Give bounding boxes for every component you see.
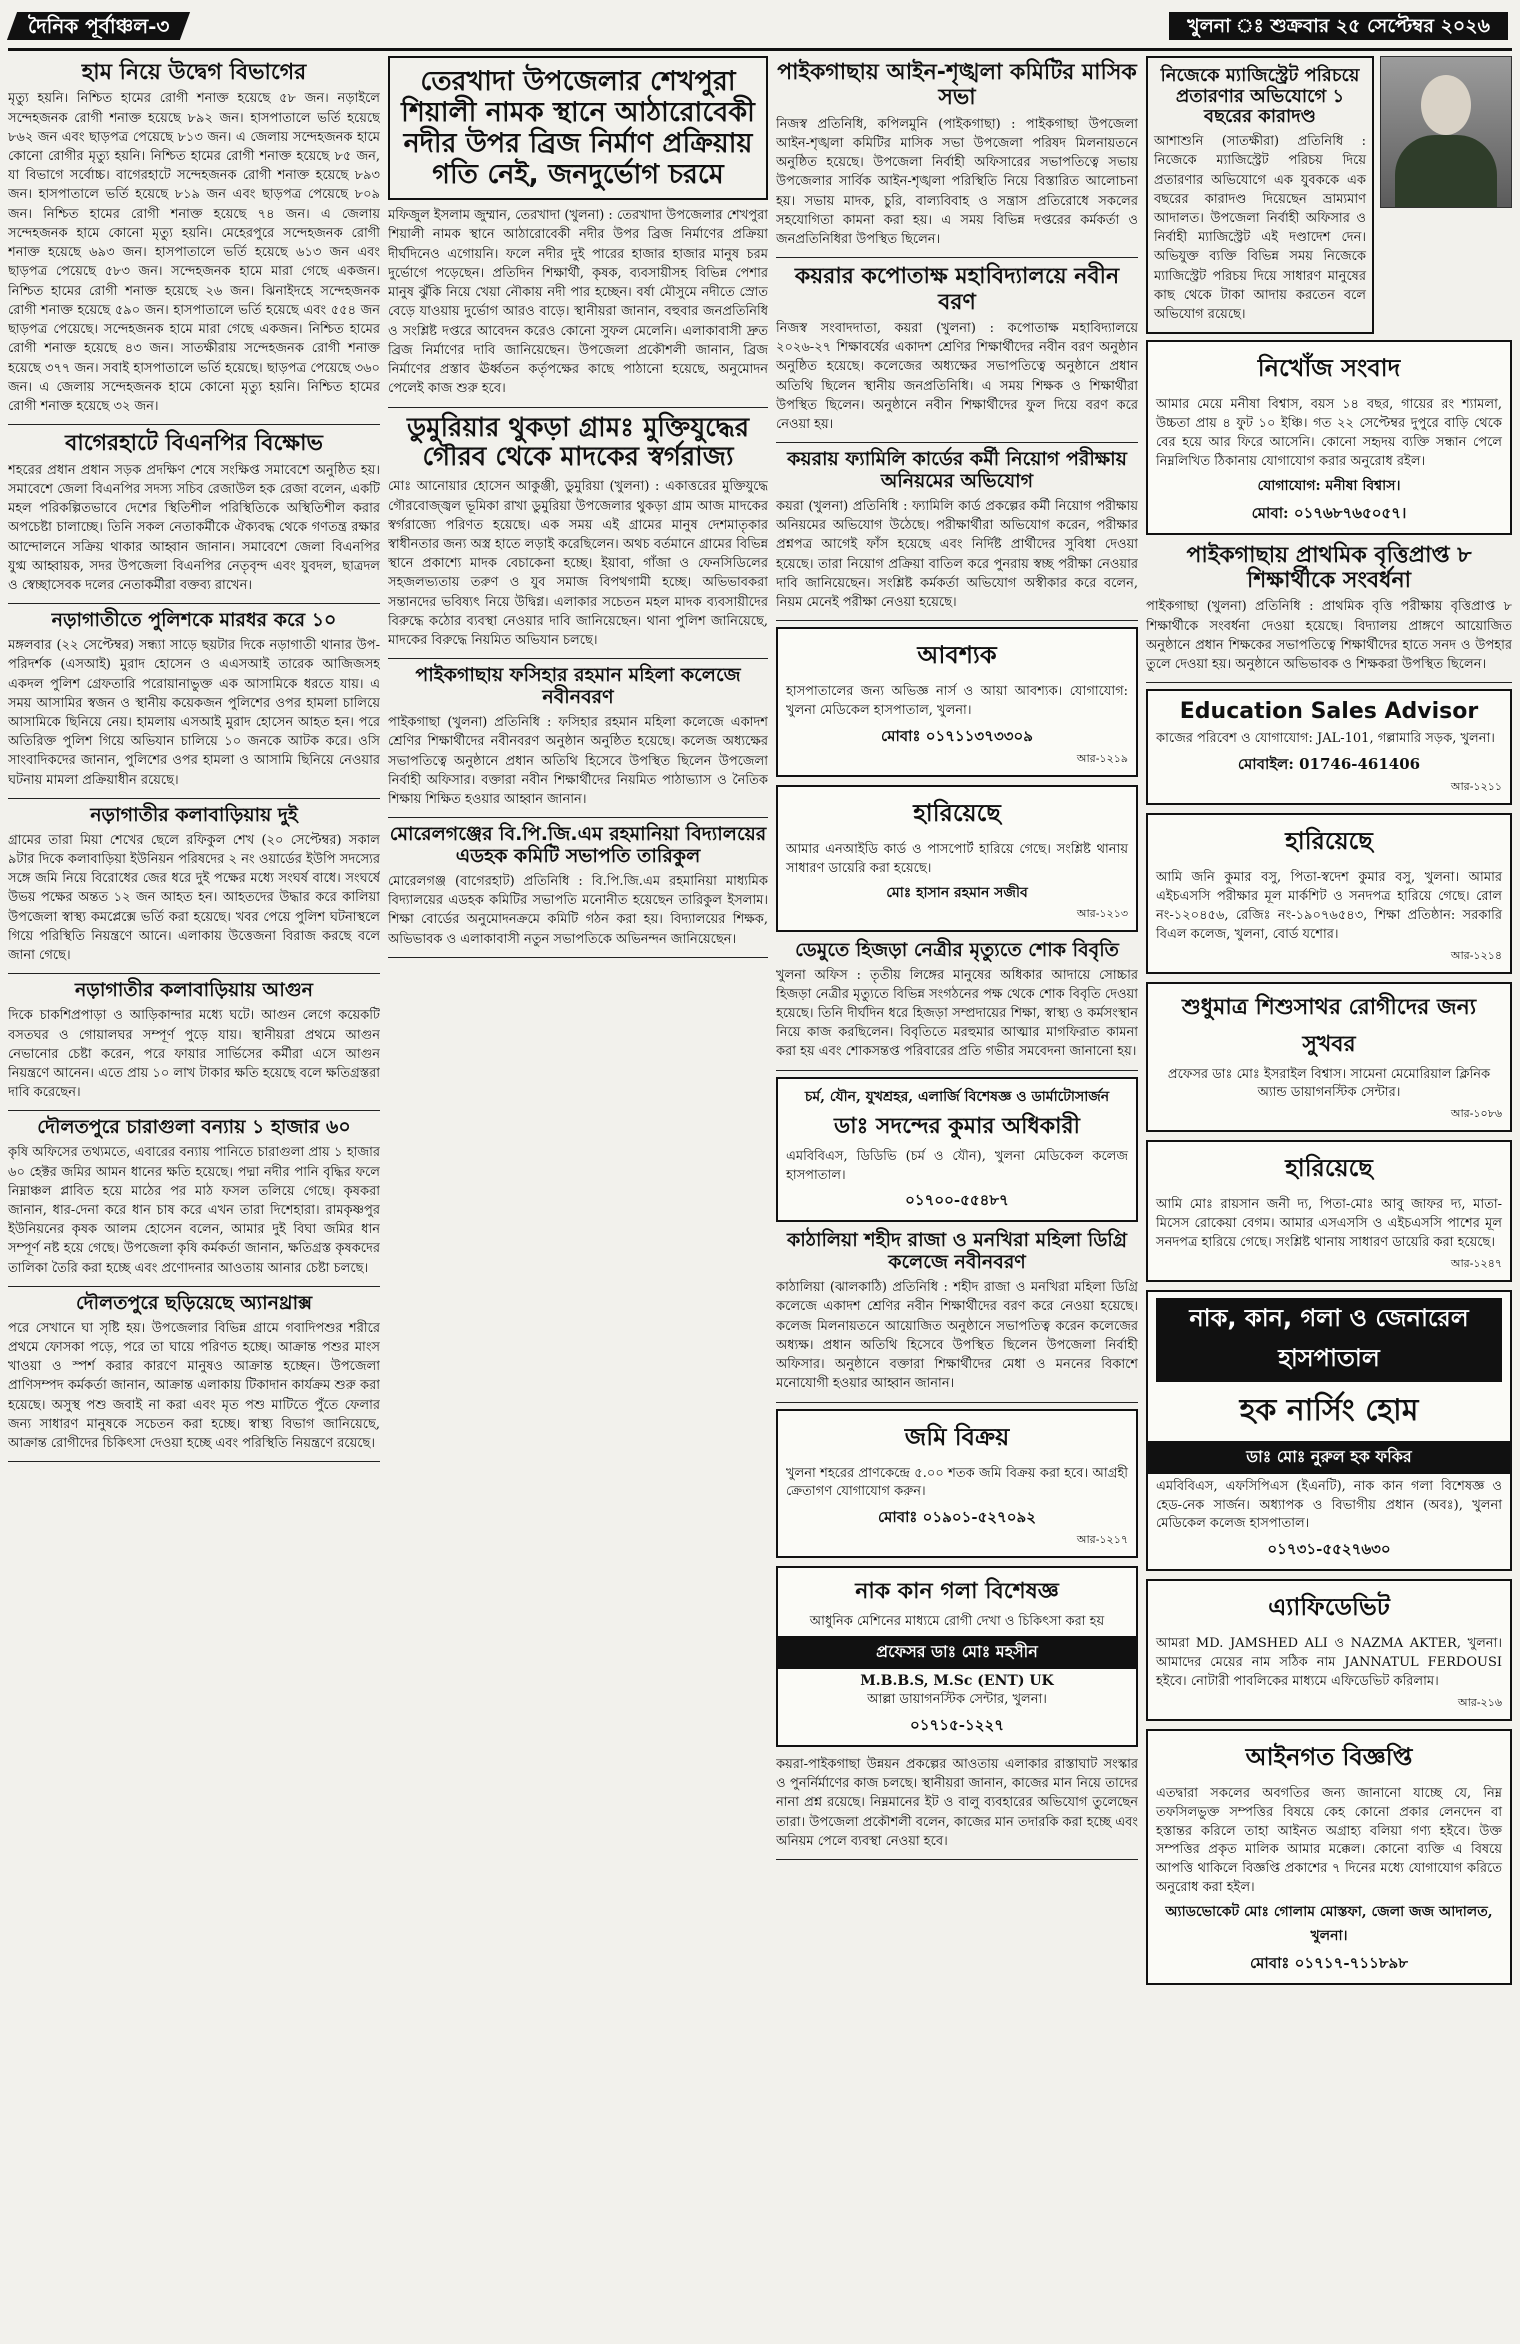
- entdr-degree: M.B.B.S, M.Sc (ENT) UK: [860, 1673, 1054, 1690]
- land-phone: মোবাঃ ০১৯০১-৫২৭০৯২: [877, 1508, 1037, 1527]
- impostor-story: [1146, 56, 1374, 334]
- ent-phone: ০১৭৩১-৫৫২৭৬৩০: [1267, 1540, 1391, 1559]
- skin-phone: ০১৭০০-৫৫৪৮৭: [905, 1191, 1009, 1210]
- column-3: [776, 56, 1138, 2336]
- lost-ad-1: [1146, 813, 1512, 973]
- column-2: [388, 56, 768, 2336]
- skin-title: চর্ম, যৌন, যুখশ্রহর, এলার্জি বিশেষজ্ঞ ও ডার্মাটোসার্জন: [804, 1088, 1110, 1105]
- drug-story: [388, 414, 768, 660]
- lost2-body: আমি মোঃ রায়সান জনী দ্য, পিতা-মোঃ আবু জাফর দ্য, মাতা-মিসেস রোকেয়া বেগম। আমার এসএসসি ও এইচএসসি পাশের মূল সনদপত্র হারিয়ে গেছে। সংশ্লিষ্ট থানায় সাধারণ ডায়েরি করা হয়েছে।: [1156, 1197, 1502, 1250]
- stipend-story: [1146, 543, 1512, 684]
- skin-body: এমবিবিএস, ডিডিভি (চর্ম ও যৌন), খুলনা মেডিকেল কলেজ হাসপাতাল।: [786, 1148, 1128, 1183]
- ent-body: এমবিবিএস, এফসিপিএস (ইএনটি), নাক কান গলা বিশেষজ্ঞ ও হেড-নেক সার্জন। অধ্যাপক ও বিভাগীয় প্রধান (অবঃ), খুলনা মেডিকেল কলেজ হাসপাতাল।: [1156, 1478, 1502, 1532]
- education-ad: [1146, 689, 1512, 805]
- fire-body: দিকে চাকশিপ্রপাড়া ও আড়িকান্দার মধ্যে ঘটে। আগুন লেগে কয়েকটি বসতঘর ও গোয়ালঘর সম্পূর্ণ পুড়ে যায়। স্থানীয়রা প্রথমে আগুন নেভানোর চেষ্টা করেন, পরে ফায়ার সার্ভিসের কর্মীরা এসে আগুন নিয়ন্ত্রণে আনেন। এতে প্রায় ১০ লাখ টাকার ক্ষতি হয়েছে বলে ক্ষতিগ্রস্তরা দাবি করেছেন।: [8, 1008, 380, 1101]
- road-story: [776, 1755, 1138, 1860]
- lost2-code: আর-১২৪৭: [1450, 1256, 1502, 1270]
- needed-title: আবশ্যক: [917, 641, 997, 670]
- bridge-headline: তেরখাদা উপজেলার শেখপুরা শিয়ালী নামক স্থানে আঠারোবেকী নদীর উপর ব্রিজ নির্মাণ প্রক্রিয়ায় গতি নেই, জনদুর্ভোগ চরমে: [401, 66, 755, 191]
- edu-code: আর-১২১১: [1450, 780, 1502, 794]
- affidavit-body: আমরা MD. JAMSHED ALI ও NAZMA AKTER, খুলনা। আমাদের মেয়ের নাম সঠিক নাম JANNATUL FERDOUSI হইবে। নোটারী পাবলিকের মাধ্যমে এফিডেভিট করিলাম।: [1156, 1636, 1502, 1689]
- lost2-title: হারিয়েছে: [1285, 1154, 1373, 1183]
- law-order-headline: পাইকগাছায় আইন-শৃঙ্খলা কমিটির মাসিক সভা: [777, 60, 1137, 111]
- entdr-sub: আধুনিক মেশিনের মাধ্যমে রোগী দেখা ও চিকিৎসা করা হয়: [809, 1614, 1105, 1630]
- fire-story: [8, 980, 380, 1111]
- skin-ad: [776, 1077, 1138, 1223]
- measles-headline: হাম নিয়ে উদ্বেগ বিভাগের: [81, 60, 307, 85]
- police-body: মঙ্গলবার (২২ সেপ্টেম্বর) সন্ধ্যা সাড়ে ছয়টার দিকে নড়াগাতী থানার উপ-পরিদর্শক (এসআই) মুরাদ হোসেন ও এএসআই তারেক আজিজসহ একদল পুলিশ গ্রেফতারি পরোয়ানাভুক্ত এক আসামিকে ধরতে যায়। এ সময় আসামির স্বজন ও স্থানীয় কয়েকজন পুলিশের ওপর হামলা চালিয়ে আসামিকে ছিনিয়ে নেয়। হামলায় এসআই মুরাদ হোসেন আহত হন। পরে অতিরিক্ত পুলিশ গিয়ে অভিযান চালিয়ে ১০ জনকে আটক করে। ওসি সাংবাদিকদের জানান, পুলিশের ওপর হামলা ও আসামি ছিনিয়ে নেওয়ার ঘটনায় মামলা প্রক্রিয়াধীন রয়েছে।: [8, 638, 380, 788]
- drug-headline: ডুমুরিয়ার থুকড়া গ্রামঃ মুক্তিযুদ্ধের গৌরব থেকে মাদকের স্বর্গরাজ্য: [407, 412, 749, 473]
- stipend-body: পাইকগাছা (খুলনা) প্রতিনিধি : প্রাথমিক বৃত্তি পরীক্ষায় বৃত্তিপ্রাপ্ত ৮ শিক্ষার্থীকে সংবর্ধনা দেওয়া হয়েছে। বিদ্যালয় প্রাঙ্গণে আয়োজিত অনুষ্ঠানে প্রধান শিক্ষকের সভাপতিত্বে শিক্ষার্থীদের হাতে সনদ ও উপহার তুলে দেওয়া হয়। অনুষ্ঠানে অভিভাবক ও শিক্ষকরা উপস্থিত ছিলেন।: [1146, 599, 1512, 673]
- lost1-code: আর-১২১৪: [1450, 948, 1502, 962]
- flood-story: [8, 1117, 380, 1286]
- column-4: [1146, 56, 1512, 2336]
- lost-ad-col3: [776, 785, 1138, 932]
- hijra-story: [776, 940, 1138, 1071]
- page-label: দৈনিক পূর্বাঞ্চল-৩: [7, 12, 191, 40]
- missing-girl-photo: [1380, 56, 1512, 208]
- needed-code: আর-১২১৯: [1076, 752, 1128, 766]
- entdr-body: আল্লা ডায়াগনস্টিক সেন্টার, খুলনা।: [867, 1692, 1047, 1708]
- good-code: আর-১০৮৬: [1450, 1107, 1502, 1121]
- legal-lawyer: অ্যাডভোকেট মোঃ গোলাম মোস্তফা, জেলা জজ আদালত, খুলনা।: [1165, 1903, 1493, 1944]
- bnp-story: [8, 431, 380, 604]
- legal-body: এতদ্বারা সকলের অবগতির জন্য জানানো যাচ্ছে যে, নিম্ন তফসিলভুক্ত সম্পত্তির বিষয়ে কেহ কোনো প্রকার লেনদেন বা হস্তান্তর করিলে তাহা আইনত অগ্রাহ্য বলিয়া গণ্য হইবে। উক্ত সম্পত্তির প্রকৃত মালিক আমার মক্কেল। কোনো ব্যক্তি এ বিষয়ে আপত্তি থাকিলে বিজ্ঞপ্তি প্রকাশের ৭ দিনের মধ্যে যোগাযোগ করিতে অনুরোধ করা হইল।: [1156, 1785, 1502, 1896]
- law-order-story: [776, 60, 1138, 258]
- skin-doctor: ডাঃ সদন্দের কুমার অধিকারী: [834, 1113, 1080, 1139]
- lost-col3-name: মোঃ হাসান রহমান সজীব: [886, 884, 1028, 901]
- college-story: [388, 665, 768, 818]
- needed-body: হাসপাতালের জন্য অভিজ্ঞ নার্স ও আয়া আবশ্যক। যোগাযোগ: খুলনা মেডিকেল হাসপাতাল, খুলনা।: [786, 684, 1128, 719]
- bnp-body: শহরের প্রধান প্রধান সড়ক প্রদক্ষিণ শেষে সংক্ষিপ্ত সমাবেশে অনুষ্ঠিত হয়। সমাবেশে জেলা বিএনপির সদস্য সচিব রেজাউল হক রেজা বলেন, একটি মহল পরিকল্পিতভাবে দেশের স্থিতিশীল পরিস্থিতিকে অস্থিতিশীল করার অপচেষ্টা চালাচ্ছে। তিনি সকল নেতাকর্মীকে ঐক্যবদ্ধ থেকে গণতন্ত্র রক্ষার আন্দোলনে সক্রিয় থাকার আহ্বান জানান। সমাবেশে জেলা বিএনপির যুগ্ম আহ্বায়ক, সদর উপজেলা বিএনপির নেতৃবৃন্দ এবং যুবদল, ছাত্রদল ও স্বেচ্ছাসেবক দলের নেতাকর্মীরা বক্তব্য রাখেন।: [8, 462, 380, 593]
- ent-doctor: ডাঃ মোঃ নুরুল হক ফকির: [1148, 1441, 1510, 1474]
- flood-body: কৃষি অফিসের তথ্যমতে, এবারের বন্যায় পানিতে চারাগুলা প্রায় ১ হাজার ৬০ হেক্টর জমির আমন ধানের ক্ষতি হয়েছে। পদ্মা নদীর পানি বৃদ্ধির ফলে নিম্নাঞ্চল প্লাবিত হয়ে মাঠের পর মাঠ ফসল তলিয়ে গেছে। কৃষকরা জানান, ধার-দেনা করে ধান চাষ করে এখন তারা দিশেহারা। রামকৃষ্ণপুর ইউনিয়নের কৃষক আলম হোসেন বলেন, আমার দুই বিঘা জমির ধান সম্পূর্ণ নষ্ট হয়ে গেছে। উপজেলা কৃষি কর্মকর্তা জানান, ক্ষতিগ্রস্ত কৃষকদের তালিকা তৈরি করা হচ্ছে এবং প্রণোদনার আওতায় আনার চেষ্টা চলছে।: [8, 1145, 380, 1276]
- kathalia-headline: কাঠালিয়া শহীদ রাজা ও মনখিরা মহিলা ডিগ্রি কলেজে নবীনবরণ: [786, 1229, 1128, 1274]
- legal-phone: মোবাঃ ০১৭১৭-৭১১৮৯৮: [1249, 1953, 1409, 1972]
- lost1-title: হারিয়েছে: [1285, 827, 1373, 856]
- lost1-body: আমি জনি কুমার বসু, পিতা-স্বদেশ কুমার বসু, খুলনা। আমার এইচএসসি পরীক্ষার মূল মার্কশিট ও সনদপত্র হারিয়ে গেছে। রোল নং-১২০৪৫৬, রেজিঃ নং-১৯০৭৬৫৪৩, শিক্ষা প্রতিষ্ঠান: সরকারি বিএল কলেজ, খুলনা, বোর্ড যশোর।: [1156, 870, 1502, 942]
- fire-headline: নড়াগাতীর কলাবাড়িয়ায় আগুন: [74, 979, 314, 1002]
- lost-col3-title: হারিয়েছে: [913, 799, 1001, 828]
- clash-body: গ্রামের তারা মিয়া শেখের ছেলে রফিকুল শেখ (২০ সেপ্টেম্বর) সকাল ৯টার দিকে কলাবাড়িয়া ইউনিয়ন পরিষদের ২ নং ওয়ার্ডের ইউপি সদস্যের সঙ্গে জমি নিয়ে বিরোধের জের ধরে দুই পক্ষের মধ্যে সংঘর্ষ বাধে। সংঘর্ষে উভয় পক্ষের অন্তত ১২ জন আহত হন। আহতদের উদ্ধার করে কালিয়া উপজেলা স্বাস্থ্য কমপ্লেক্সে ভর্তি করা হয়েছে। খবর পেয়ে পুলিশ ঘটনাস্থলে গিয়ে পরিস্থিতি নিয়ন্ত্রণে আনে। এলাকায় উত্তেজনা বিরাজ করছে বলে জানা গেছে।: [8, 832, 380, 964]
- ent-title: নাক, কান, গলা ও জেনারেল হাসপাতাল: [1156, 1298, 1502, 1382]
- flood-headline: দৌলতপুরে চারাগুলা বন্যায় ১ হাজার ৬০: [37, 1116, 351, 1139]
- family-card-story: [776, 449, 1138, 621]
- missing-body: আমার মেয়ে মনীষা বিশ্বাস, বয়স ১৪ বছর, গায়ের রং শ্যামলা, উচ্চতা প্রায় ৪ ফুট ১০ ইঞ্চি। গত ২২ সেপ্টেম্বর দুপুরে বাড়ি থেকে বের হয়ে আর ফিরে আসেনি। কোনো সহৃদয় ব্যক্তি সন্ধান পেলে নিম্নলিখিত ঠিকানায় যোগাযোগ করার অনুরোধ রইল।: [1156, 397, 1502, 469]
- bridge-banner: [388, 56, 768, 200]
- lost-ad-2: [1146, 1140, 1512, 1282]
- land-ad: [776, 1409, 1138, 1559]
- measles-body: মৃত্যু হয়নি। নিশ্চিত হামের রোগী শনাক্ত হয়েছে ৫৮ জন। নড়াইলে সন্দেহজনক রোগী শনাক্ত হয়েছে ৮৯২ জন। হাসপাতালে ভর্তি হয়েছে ৮৬২ জন এবং ছাড়পত্র পেয়েছে ৮১৩ জন। এ জেলায় সন্দেহজনক হামে কোনো রোগীর মৃত্যু হয়নি। নিশ্চিত হামের রোগী শনাক্ত হয়েছে ৮৫ জন, যা বিভাগে সর্বোচ্চ। বাগেরহাটে সন্দেহজনক রোগী শনাক্ত হয়েছে ৮৯৩ জন। হাসপাতালে ভর্তি হয়েছে ৮১৯ জন এবং ছাড়পত্র পেয়েছে ৮০৯ জন। নিশ্চিত হামের রোগী শনাক্ত হয়েছে ৭৪ জন। এ জেলায় সন্দেহজনক হামে কোনো মৃত্যু হয়নি। মেহেরপুরে সন্দেহজনক রোগী শনাক্ত হয়েছে ৬৯৩ জন। হাসপাতালে ভর্তি হয়েছে ৬১৩ জন এবং ছাড়পত্র পেয়েছে ৫৮৩ জন। সন্দেহজনক হামে মারা গেছে একজন। নিশ্চিত হামের রোগী শনাক্ত হয়েছে ২৬ জন। ঝিনাইদহে সন্দেহজনক রোগী শনাক্ত হয়েছে ৫৯০ জন। হাসপাতালে ভর্তি হয়েছে এবং ৫৫৪ জন ছাড়পত্র পেয়েছে। সন্দেহজনক হামে মারা গেছে একজন। নিশ্চিত হামের রোগী শনাক্ত হয়েছে ৪৩ জন। সাতক্ষীরায় সন্দেহজনক রোগী শনাক্ত হয়েছে ৩৭৭ জন। সবাই হাসপাতালে ভর্তি হয়েছে। ছাড়পত্র পেয়েছে ৩৬০ জন। এ জেলায় সন্দেহজনক হামে কোনো মৃত্যু হয়নি। নিশ্চিত হামের রোগী শনাক্ত হয়েছে ৩২ জন।: [8, 91, 380, 415]
- hijra-body: খুলনা অফিস : তৃতীয় লিঙ্গের মানুষের অধিকার আদায়ে সোচ্চার হিজড়া নেত্রীর মৃত্যুতে বিভিন্ন সংগঠনের পক্ষ থেকে শোক বিবৃতি দেওয়া হয়েছে। তিনি দীর্ঘদিন ধরে হিজড়া সম্প্রদায়ের শিক্ষা, স্বাস্থ্য ও কর্মসংস্থান নিয়ে কাজ করছিলেন। বিবৃতিতে মরহুমার আত্মার মাগফিরাত কামনা করা হয় এবং শোকসন্তপ্ত পরিবারের প্রতি গভীর সমবেদনা জানানো হয়।: [776, 967, 1138, 1060]
- good-body: প্রফেসর ডাঃ মোঃ ইসরাইল বিশ্বাস। সামেনা মেমোরিয়াল ক্লিনিক অ্যান্ড ডায়াগনস্টিক সেন্টার।: [1167, 1066, 1491, 1101]
- bridge-story: [388, 206, 768, 407]
- affidavit-ad: [1146, 1579, 1512, 1721]
- family-card-headline: কয়রায় ফ্যামিলি কার্ডের কর্মী নিয়োগ পরীক্ষায় অনিয়মের অভিযোগ: [787, 448, 1127, 493]
- lost-col3-body: আমার এনআইডি কার্ড ও পাসপোর্ট হারিয়ে গেছে। সংশ্লিষ্ট থানায় সাধারণ ডায়েরি করা হয়েছে।: [786, 842, 1128, 876]
- school-headline: মোরেলগঞ্জের বি.পি.জি.এম রহমানিয়া বিদ্যালয়ের এডহক কমিটি সভাপতি তারিকুল: [389, 823, 767, 868]
- drug-body: মোঃ আনোয়ার হোসেন আকুঞ্জী, ডুমুরিয়া (খুলনা) : একাত্তরের মুক্তিযুদ্ধে গৌরবোজ্জ্বল ভূমিকা রাখা ডুমুরিয়া উপজেলার থুকড়া গ্রাম আজ মাদকের স্বর্গরাজ্যে পরিণত হয়েছে। এক সময় এই গ্রামের মানুষ দেশমাতৃকার স্বাধীনতার জন্য অস্ত্র হাতে লড়াই করেছিলেন। অথচ বর্তমানে গ্রামের বিভিন্ন স্থানে প্রকাশ্যে মাদক বেচাকেনা হচ্ছে। ইয়াবা, গাঁজা ও ফেনসিডিলের সহজলভ্যতায় তরুণ ও যুব সমাজ বিপথগামী হচ্ছে। অভিভাবকরা সন্তানদের ভবিষ্যৎ নিয়ে উদ্বিগ্ন। এলাকার সচেতন মহল মাদক ব্যবসায়ীদের বিরুদ্ধে কঠোর ব্যবস্থা নেওয়ার দাবি জানিয়েছেন। থানা পুলিশ জানিয়েছে, মাদকের বিরুদ্ধে নিয়মিত অভিযান চলছে।: [388, 479, 768, 649]
- koyra-college-headline: কয়রার কপোতাক্ষ মহাবিদ্যালয়ে নবীন বরণ: [794, 264, 1120, 315]
- koyra-college-story: [776, 264, 1138, 443]
- ent-name: হক নার্সিং হোম: [1239, 1392, 1419, 1428]
- police-headline: নড়াগাতীতে পুলিশকে মারধর করে ১০: [51, 609, 337, 632]
- column-1: [8, 56, 380, 2336]
- needed-ad: [776, 627, 1138, 777]
- kathalia-story: [776, 1230, 1138, 1402]
- bridge-body: মফিজুল ইসলাম জুম্মান, তেরখাদা (খুলনা) : তেরখাদা উপজেলার শেখপুরা শিয়ালী নামক স্থানে আঠারোবেকী নদীর উপর ব্রিজ নির্মাণের প্রক্রিয়া দীর্ঘদিনেও এগোয়নি। ফলে নদীর দুই পারের হাজার হাজার মানুষ চরম দুর্ভোগে পড়েছেন। প্রতিদিন শিক্ষার্থী, কৃষক, ব্যবসায়ীসহ বিভিন্ন পেশার মানুষ ঝুঁকি নিয়ে খেয়া নৌকায় নদী পার হচ্ছেন। বর্ষা মৌসুমে নদীতে স্রোত বেড়ে যাওয়ায় দুর্ভোগ আরও বাড়ে। স্থানীয়রা জানান, বহুবার জনপ্রতিনিধি ও সংশ্লিষ্ট দপ্তরে আবেদন করেও কোনো সুফল মেলেনি। এলাকাবাসী দ্রুত ব্রিজ নির্মাণের দাবি জানিয়েছেন। উপজেলা প্রকৌশলী জানান, ব্রিজ নির্মাণের প্রস্তাব ঊর্ধ্বতন কর্তৃপক্ষের কাছে পাঠানো হয়েছে, অনুমোদন পেলেই কাজ শুরু হবে।: [388, 208, 768, 397]
- edu-phone: মোবাইল: 01746-461406: [1237, 755, 1421, 774]
- entdr-title: নাক কান গলা বিশেষজ্ঞ: [855, 1579, 1059, 1605]
- photo-body-shape: [1395, 135, 1497, 208]
- impostor-headline: নিজেকে ম্যাজিস্ট্রেট পরিচয়ে প্রতারণার অভিযোগে ১ বছরের কারাদণ্ড: [1160, 65, 1360, 128]
- land-code: আর-১২১৭: [1076, 1533, 1128, 1547]
- ent-doctor-ad: [776, 1566, 1138, 1747]
- clash-headline: নড়াগাতীর কলাবাড়িয়ায় দুই: [90, 803, 298, 826]
- impostor-and-photo: [1146, 56, 1512, 340]
- legal-notice-ad: [1146, 1729, 1512, 1985]
- kathalia-body: কাঠালিয়া (ঝালকাঠি) প্রতিনিধি : শহীদ রাজা ও মনখিরা মহিলা ডিগ্রি কলেজে একাদশ শ্রেণির নবীন শিক্ষার্থীদের বরণ করে নেওয়া হয়েছে। কলেজ মিলনায়তনে আয়োজিত অনুষ্ঠানে সভাপতিত্ব করেন কলেজের অধ্যক্ষ। প্রধান অতিথি হিসেবে উপস্থিত ছিলেন উপজেলা নির্বাহী অফিসার। অনুষ্ঠানে বক্তারা শিক্ষার্থীদের মেধা ও মননের বিকাশে মনোযোগী হওয়ার আহ্বান জানান।: [776, 1280, 1138, 1392]
- photo-head-shape: [1421, 75, 1471, 135]
- anthrax-headline: দৌলতপুরে ছড়িয়েছে অ্যানথ্রাক্স: [75, 1291, 313, 1314]
- lost-col3-code: আর-১২১৩: [1076, 906, 1128, 920]
- legal-title: আইনগত বিজ্ঞপ্তি: [1245, 1742, 1413, 1771]
- road-body: কয়রা-পাইকগাছা উন্নয়ন প্রকল্পের আওতায় এলাকার রাস্তাঘাট সংস্কার ও পুনর্নির্মাণের কাজ চলছে। স্থানীয়রা জানান, কাজের মান নিয়ে তাদের নানা প্রশ্ন রয়েছে। নিম্নমানের ইট ও বালু ব্যবহারের অভিযোগ তুলেছেন তারা। উপজেলা প্রকৌশলী বলেন, কাজের মান তদারকি করা হচ্ছে এবং অনিয়ম পেলে ব্যবস্থা নেওয়া হবে।: [776, 1756, 1138, 1849]
- anthrax-story: [8, 1293, 380, 1462]
- affidavit-code: আর-২১৬: [1457, 1695, 1502, 1709]
- edu-title: Education Sales Advisor: [1179, 699, 1479, 725]
- anthrax-body: পরে সেখানে ঘা সৃষ্টি হয়। উপজেলার বিভিন্ন গ্রামে গবাদিপশুর শরীরে প্রথমে ফোসকা পড়ে, পরে তা ঘায়ে পরিণত হচ্ছে। আক্রান্ত পশুর মাংস খাওয়া ও স্পর্শ করার কারণে মানুষও আক্রান্ত হচ্ছেন। উপজেলা প্রাণিসম্পদ কর্মকর্তা জানান, আক্রান্ত এলাকায় টিকাদান কার্যক্রম শুরু করা হয়েছে। অসুস্থ পশু জবাই না করা এবং মৃত পশু মাটিতে পুঁতে ফেলার জন্য সাধারণ মানুষকে সচেতন করা হচ্ছে। স্বাস্থ্য বিভাগ জানিয়েছে, আক্রান্ত রোগীদের চিকিৎসা দেওয়া হচ্ছে এবং পরিস্থিতি নিয়ন্ত্রণে রয়েছে।: [8, 1320, 380, 1452]
- family-card-body: কয়রা (খুলনা) প্রতিনিধি : ফ্যামিলি কার্ড প্রকল্পের কর্মী নিয়োগ পরীক্ষায় অনিয়মের অভিযোগ উঠেছে। পরীক্ষার্থীরা অভিযোগ করেন, পরীক্ষার প্রশ্নপত্র আগেই ফাঁস হয়েছে এবং নির্দিষ্ট প্রার্থীদের সুবিধা দেওয়া হয়েছে। তারা নিয়োগ প্রক্রিয়া বাতিল করে পুনরায় স্বচ্ছ পরীক্ষা নেওয়ার দাবি জানিয়েছেন। সংশ্লিষ্ট কর্মকর্তা অভিযোগ অস্বীকার করে বলেন, নিয়ম মেনেই পরীক্ষা নেওয়া হয়েছে।: [776, 498, 1138, 611]
- missing-ad: [1146, 340, 1512, 534]
- college-body: পাইকগাছা (খুলনা) প্রতিনিধি : ফসিহার রহমান মহিলা কলেজে একাদশ শ্রেণির শিক্ষার্থীদের নবীনবরণ অনুষ্ঠান অনুষ্ঠিত হয়েছে। কলেজ অধ্যক্ষের সভাপতিত্বে অনুষ্ঠানে প্রধান অতিথি হিসেবে উপস্থিত ছিলেন উপজেলা নির্বাহী অফিসার। বক্তারা নবীন শিক্ষার্থীদের নিয়মিত পাঠাভ্যাস ও নৈতিক শিক্ষায় শিক্ষিত হওয়ার আহ্বান জানান।: [388, 715, 768, 808]
- measles-story: [8, 60, 380, 425]
- good-title: শুধুমাত্র শিশুসাথর রোগীদের জন্য সুখবর: [1181, 994, 1477, 1057]
- entdr-doctor: প্রফেসর ডাঃ মোঃ মহসীন: [778, 1636, 1136, 1669]
- entdr-phone: ০১৭১৫-১২২৭: [910, 1715, 1004, 1734]
- dateline: খুলনা ঃ শুক্রবার ২৫ সেপ্টেম্বর ২০২৬: [1169, 12, 1508, 40]
- masthead: [8, 8, 1512, 51]
- land-title: জমি বিক্রয়: [904, 1422, 1010, 1451]
- edu-body: কাজের পরিবেশ ও যোগাযোগ: JAL-101, গল্লামারি সড়ক, খুলনা।: [1156, 731, 1495, 747]
- missing-contact: যোগাযোগ: মনীষা বিশ্বাস।: [1257, 477, 1401, 494]
- good-news-ad: [1146, 982, 1512, 1133]
- police-story: [8, 610, 380, 799]
- koyra-college-body: নিজস্ব সংবাদদাতা, কয়রা (খুলনা) : কপোতাক্ষ মহাবিদ্যালয়ে ২০২৬-২৭ শিক্ষাবর্ষের একাদশ শ্রেণির শিক্ষার্থীদের নবীন বরণ অনুষ্ঠান অনুষ্ঠিত হয়েছে। কলেজের অধ্যক্ষের সভাপতিত্বে অনুষ্ঠানে প্রধান অতিথি ছিলেন স্থানীয় জনপ্রতিনিধি। এ সময় শিক্ষক ও শিক্ষার্থীরা উপস্থিত ছিলেন। অনুষ্ঠানে নবীন শিক্ষার্থীদের ফুল দিয়ে বরণ করে নেওয়া হয়।: [776, 320, 1138, 432]
- college-headline: পাইকগাছায় ফসিহার রহমান মহিলা কলেজে নবীনবরণ: [415, 664, 741, 709]
- school-story: [388, 824, 768, 958]
- hijra-headline: ডেমুতে হিজড়া নেত্রীর মৃত্যুতে শোক বিবৃতি: [795, 938, 1119, 961]
- missing-title: নিখোঁজ সংবাদ: [1257, 354, 1401, 383]
- clash-story: [8, 805, 380, 974]
- bnp-headline: বাগেরহাটে বিএনপির বিক্ষোভ: [65, 431, 323, 457]
- missing-phone: মোবা: ০১৭৬৮৭৬৫০৫৭।: [1251, 503, 1407, 522]
- hospital-ad: [1146, 1290, 1512, 1572]
- needed-phone: মোবাঃ ০১৭১১৩৭৩৩০৯: [881, 727, 1033, 746]
- land-body: খুলনা শহরের প্রাণকেন্দ্রে ৫.০০ শতক জমি বিক্রয় করা হবে। আগ্রহী ক্রেতাগণ যোগাযোগ করুন।: [786, 1465, 1128, 1500]
- impostor-body: আশাশুনি (সাতক্ষীরা) প্রতিনিধি : নিজেকে ম্যাজিস্ট্রেট পরিচয় দিয়ে প্রতারণার অভিযোগে এক যুবককে এক বছরের কারাদণ্ড দিয়েছেন ভ্রাম্যমাণ আদালত। উপজেলা নির্বাহী অফিসার ও নির্বাহী ম্যাজিস্ট্রেট এই দণ্ডাদেশ দেন। অভিযুক্ত ব্যক্তি বিভিন্ন সময় নিজেকে ম্যাজিস্ট্রেট পরিচয় দিয়ে সাধারণ মানুষের কাছ থেকে টাকা আদায় করতেন বলে অভিযোগ রয়েছে।: [1154, 134, 1366, 323]
- school-body: মোরেলগঞ্জ (বাগেরহাট) প্রতিনিধি : বি.পি.জি.এম রহমানিয়া মাধ্যমিক বিদ্যালয়ের এডহক কমিটির সভাপতি মনোনীত হয়েছেন তারিকুল ইসলাম। শিক্ষা বোর্ডের অনুমোদনক্রমে কমিটি গঠন করা হয়। বিদ্যালয়ের শিক্ষক, অভিভাবক ও এলাকাবাসী নতুন সভাপতিকে অভিনন্দন জানিয়েছেন।: [388, 873, 768, 947]
- affidavit-title: এ্যাফিডেভিট: [1268, 1593, 1390, 1622]
- law-order-body: নিজস্ব প্রতিনিধি, কপিলমুনি (পাইকগাছা) : পাইকগাছা উপজেলা আইন-শৃঙ্খলা কমিটির মাসিক সভা উপজেলা পরিষদ মিলনায়তনে অনুষ্ঠিত হয়েছে। উপজেলা নির্বাহী অফিসারের সভাপতিত্বে সভায় উপজেলার সার্বিক আইন-শৃঙ্খলা পরিস্থিতি নিয়ে বিস্তারিত আলোচনা হয়। সভায় মাদক, চুরি, বাল্যবিবাহ ও সন্ত্রাস প্রতিরোধে সকলের সহযোগিতা কামনা করা হয়। এ সময় বিভিন্ন দপ্তরের কর্মকর্তা ও জনপ্রতিনিধিরা উপস্থিত ছিলেন।: [776, 116, 1138, 247]
- stipend-headline: পাইকগাছায় প্রাথমিক বৃত্তিপ্রাপ্ত ৮ শিক্ষার্থীকে সংবর্ধনা: [1186, 542, 1472, 594]
